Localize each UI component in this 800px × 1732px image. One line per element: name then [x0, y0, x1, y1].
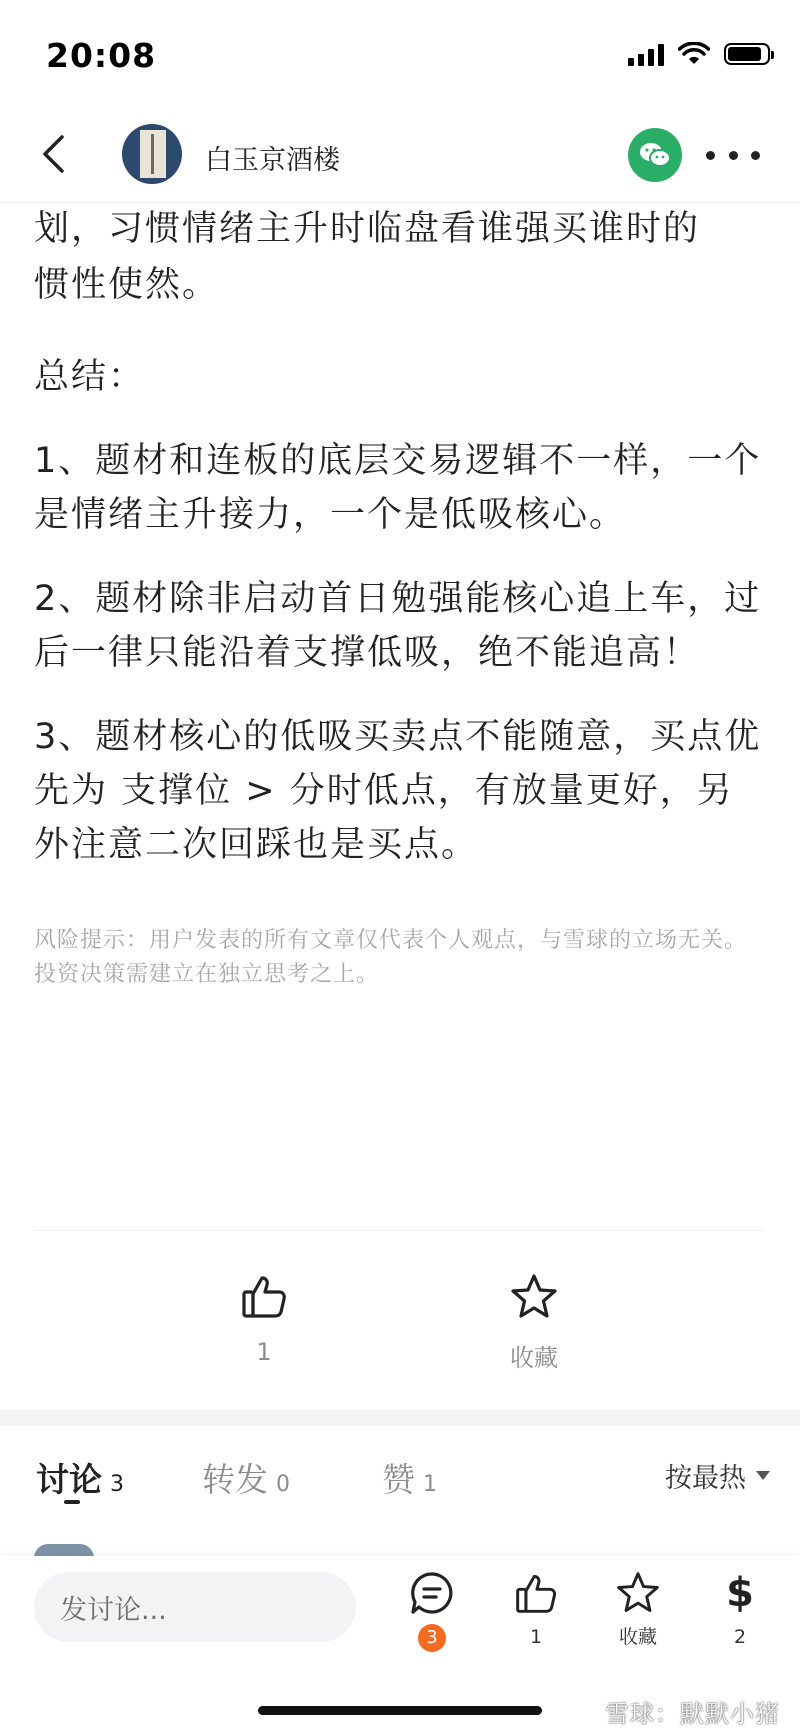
- summary-point-3: 3、题材核心的低吸买卖点不能随意，买点优先为 支撑位 > 分时低点，有放量更好，另外注意二次回踩也是买点。: [34, 717, 762, 865]
- tab-discussion[interactable]: [36, 1454, 124, 1501]
- bottom-favorite-button[interactable]: [598, 1568, 678, 1650]
- tab-label: 讨论: [36, 1460, 102, 1499]
- article-line: 划，习惯情绪主升时临盘看谁强买谁时的: [34, 209, 701, 249]
- article-line: 惯性使然。: [34, 265, 220, 305]
- tab-count: 1: [423, 1472, 437, 1497]
- bottom-bar: [0, 1556, 800, 1732]
- comment-button[interactable]: [392, 1568, 472, 1650]
- favorite-label: 收藏: [510, 1344, 558, 1372]
- chevron-left-icon: [40, 134, 68, 174]
- home-indicator: [258, 1706, 542, 1715]
- more-options-button[interactable]: [706, 138, 760, 172]
- sort-dropdown[interactable]: [665, 1456, 770, 1495]
- comment-input[interactable]: [34, 1572, 356, 1642]
- wechat-icon: [638, 140, 672, 170]
- like-button[interactable]: [204, 1272, 324, 1366]
- bottom-like-count: 1: [529, 1626, 543, 1648]
- cellular-signal-icon: [628, 42, 664, 66]
- status-time: 20:08: [46, 36, 157, 75]
- tab-count: 3: [110, 1472, 124, 1497]
- summary-heading: 总结：: [34, 357, 146, 397]
- author-avatar[interactable]: [122, 124, 182, 184]
- comment-tabs: [0, 1426, 800, 1546]
- tab-reposts[interactable]: [202, 1454, 290, 1501]
- tab-label: 赞: [382, 1460, 415, 1499]
- battery-icon: [724, 43, 770, 65]
- thumbs-up-icon: [240, 1272, 288, 1320]
- thumbs-up-icon: [514, 1571, 558, 1615]
- caret-down-icon: [756, 1471, 770, 1480]
- wechat-share-button[interactable]: [628, 128, 682, 182]
- article-body: [34, 202, 764, 992]
- summary-point-1: 1、题材和连板的底层交易逻辑不一样，一个是情绪主升接力，一个是低吸核心。: [34, 441, 762, 535]
- active-tab-indicator: [64, 1500, 80, 1504]
- tab-label: 转发: [202, 1460, 268, 1499]
- summary-point-2: 2、题材除非启动首日勉强能核心追上车，过后一律只能沿着支撑低吸，绝不能追高！: [34, 579, 762, 673]
- dollar-icon: $: [726, 1570, 754, 1616]
- reward-count: 2: [733, 1626, 747, 1648]
- like-count: 1: [256, 1338, 272, 1366]
- star-icon: [509, 1272, 559, 1322]
- comment-bubble-icon: [409, 1570, 455, 1616]
- divider: [34, 1230, 764, 1231]
- tab-likes[interactable]: [382, 1454, 437, 1501]
- wifi-icon: [678, 42, 710, 66]
- back-button[interactable]: [32, 132, 76, 176]
- section-separator: [0, 1410, 800, 1426]
- favorite-button[interactable]: [474, 1272, 594, 1373]
- comment-input-placeholder: 发讨论...: [60, 1594, 167, 1626]
- watermark: 雪球：默默小猪: [605, 1700, 780, 1728]
- star-icon: [615, 1570, 661, 1616]
- status-bar: [0, 0, 800, 110]
- tab-count: 0: [276, 1472, 290, 1497]
- status-icons: [628, 42, 770, 66]
- bottom-like-button[interactable]: [496, 1568, 576, 1650]
- comment-count-badge: 3: [418, 1624, 446, 1652]
- risk-notice: 风险提示：用户发表的所有文章仅代表个人观点，与雪球的立场无关。投资决策需建立在独立思考之上。: [34, 928, 748, 987]
- reward-button[interactable]: [700, 1568, 780, 1650]
- author-name[interactable]: 白玉京酒楼: [205, 145, 340, 176]
- nav-bar: [0, 110, 800, 203]
- bottom-favorite-label: 收藏: [618, 1626, 657, 1648]
- sort-label: 按最热: [665, 1463, 746, 1494]
